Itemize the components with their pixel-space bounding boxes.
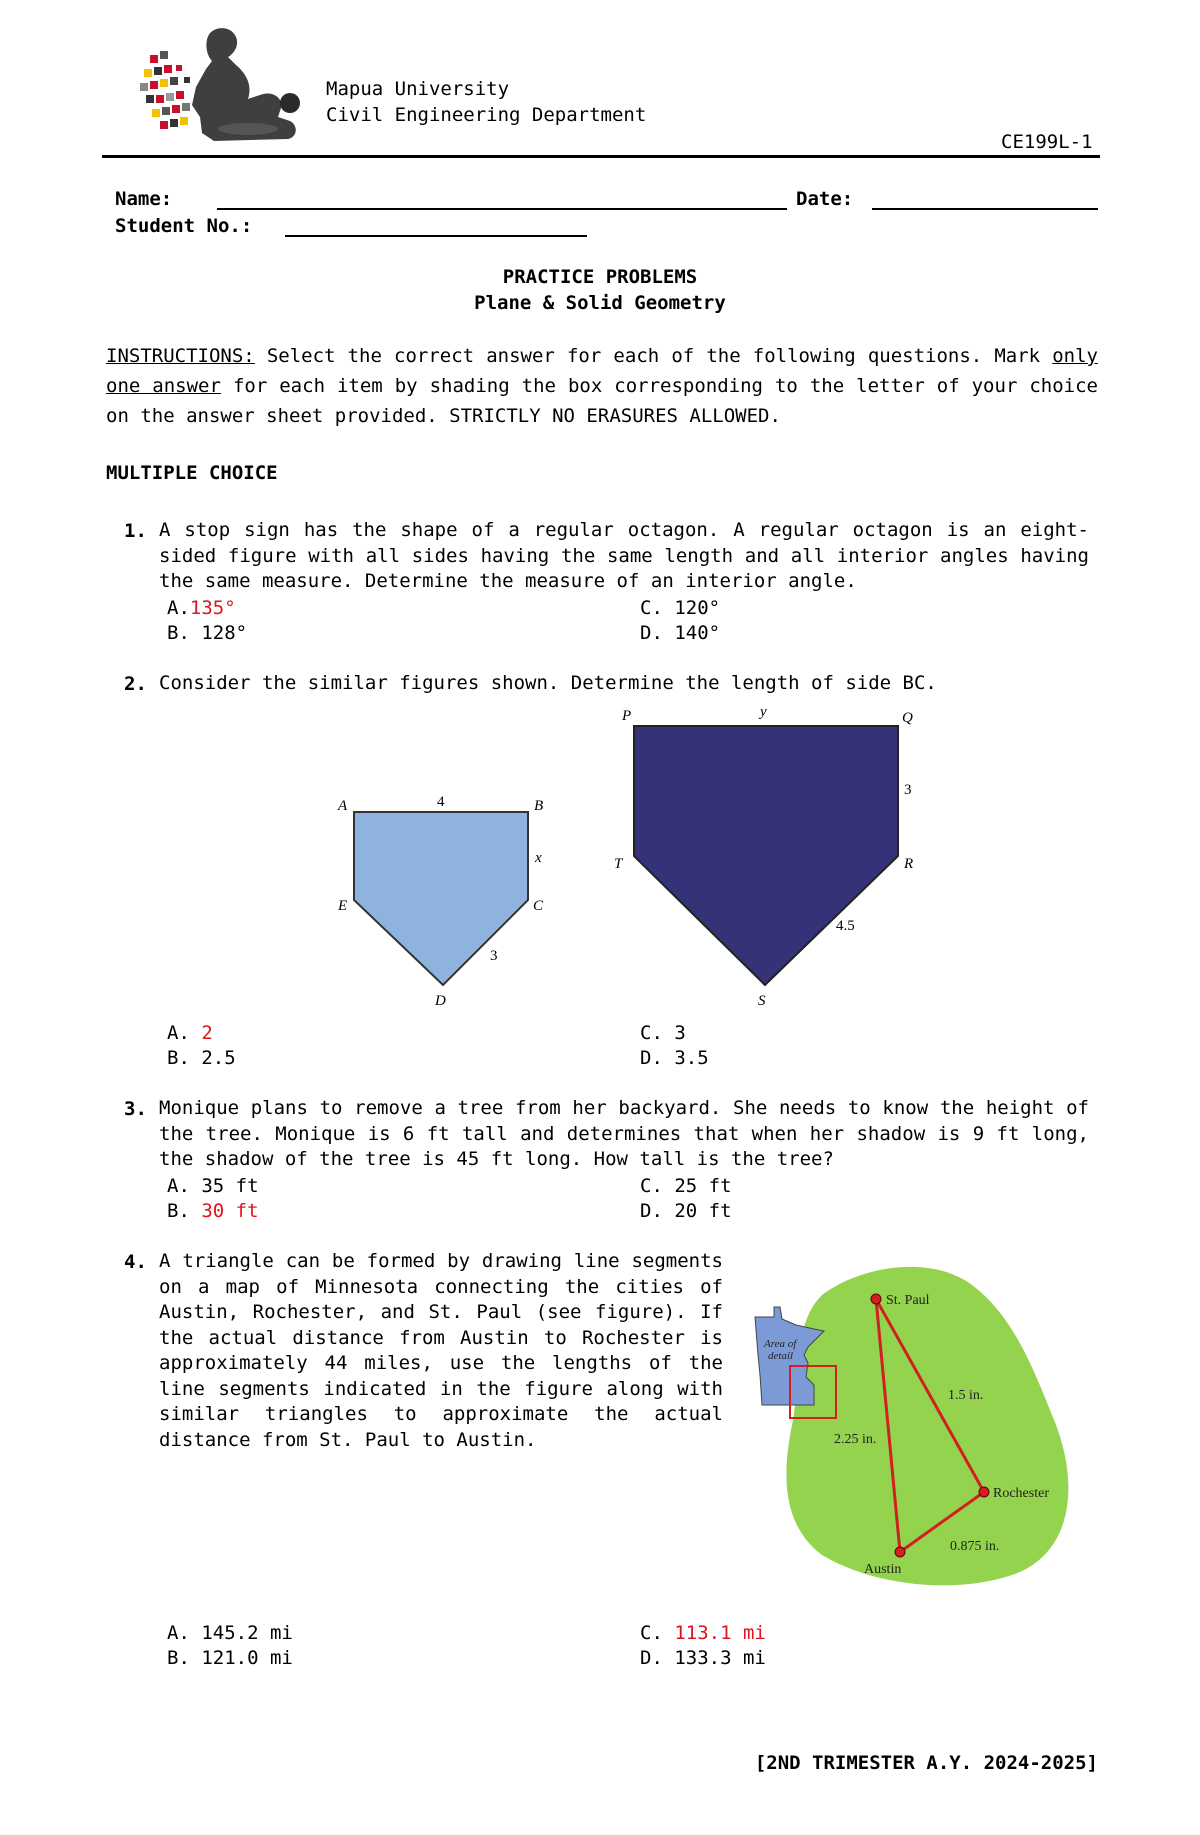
label-side-4: 4 <box>437 794 445 810</box>
question-3-choice-d[interactable]: D. 20 ft <box>640 1200 732 1222</box>
detail-area <box>786 1267 1068 1586</box>
question-1-number: 1. <box>124 520 147 542</box>
label-B: B <box>534 798 544 814</box>
instructions-emphasis: only one answer <box>106 345 1098 397</box>
student-no-field[interactable] <box>285 235 587 237</box>
page-subtitle: Plane & Solid Geometry <box>474 292 726 314</box>
segment-0-875-label: 0.875 in. <box>950 1539 1000 1554</box>
question-2-choice-b[interactable]: B. 2.5 <box>167 1047 236 1069</box>
question-4-number: 4. <box>124 1251 147 1273</box>
question-2-choice-c[interactable]: C. 3 <box>640 1022 686 1044</box>
question-1-choice-d[interactable]: D. 140° <box>640 622 721 644</box>
question-2-text: Consider the similar figures shown. Determine the length of side BC. <box>159 672 937 694</box>
label-P: P <box>622 708 632 724</box>
question-2-choice-a[interactable]: A. 2 <box>167 1022 213 1044</box>
question-1-choice-a[interactable]: A.135° <box>167 597 236 619</box>
course-code: CE199L-1 <box>1001 131 1093 153</box>
similar-pentagons-figure <box>320 700 960 1020</box>
question-4-choice-d[interactable]: D. 133.3 mi <box>640 1647 766 1669</box>
mapua-seated-figure-logo-icon <box>140 25 305 145</box>
large-pentagon <box>634 726 898 985</box>
question-2-choice-d[interactable]: D. 3.5 <box>640 1047 709 1069</box>
question-4-choice-b[interactable]: B. 121.0 mi <box>167 1647 293 1669</box>
label-side-y: y <box>760 704 767 720</box>
label-side-3-large: 3 <box>904 782 912 798</box>
question-4-choice-c[interactable]: C. 113.1 mi <box>640 1622 766 1644</box>
name-label: Name: <box>115 188 173 210</box>
segment-2-25-label: 2.25 in. <box>834 1432 877 1447</box>
instructions-label: INSTRUCTIONS: <box>106 345 255 367</box>
segment-1-5-label: 1.5 in. <box>948 1388 984 1403</box>
question-2-number: 2. <box>124 673 147 695</box>
page-title: PRACTICE PROBLEMS <box>502 266 698 288</box>
question-4-text: A triangle can be formed by drawing line segments on a map of Minnesota connecting the cities of Austin, Rochester, and St. Paul (see figure). If the actual distance from Austin to Rochester is approximately 44 miles, use the lengths of the line segments indicated in the figure along with similar triangles to approximate the actual distance from St. Paul to Austin. <box>159 1250 723 1451</box>
question-3-number: 3. <box>124 1098 147 1120</box>
label-S: S <box>758 993 766 1009</box>
question-3-text: Monique plans to remove a tree from her backyard. She needs to know the height of the tree. Monique is 6 ft tall and determines that when her shadow is 9 ft long, the shadow of the tree is 45 ft long. How tall is the tree? <box>159 1097 1089 1170</box>
footer-term: [2ND TRIMESTER A.Y. 2024-2025] <box>754 1752 1098 1774</box>
section-title: MULTIPLE CHOICE <box>106 462 278 484</box>
label-T: T <box>614 856 623 872</box>
instructions <box>106 341 1098 431</box>
department-name: Civil Engineering Department <box>326 104 647 126</box>
label-Q: Q <box>902 710 913 726</box>
header-rule <box>102 155 1100 158</box>
label-C: C <box>533 898 544 914</box>
st-paul-marker <box>871 1294 881 1304</box>
university-name: Mapua University <box>326 78 510 100</box>
label-E: E <box>338 898 348 914</box>
question-1-choice-b[interactable]: B. 128° <box>167 622 248 644</box>
label-side-3: 3 <box>490 948 498 964</box>
question-3-choice-c[interactable]: C. 25 ft <box>640 1175 732 1197</box>
area-of-label: Area of <box>764 1338 797 1350</box>
label-side-4-5: 4.5 <box>836 918 855 934</box>
small-pentagon <box>354 812 528 985</box>
label-A: A <box>338 798 348 814</box>
question-4-choice-a[interactable]: A. 145.2 mi <box>167 1622 293 1644</box>
question-3-choice-b[interactable]: B. 30 ft <box>167 1200 259 1222</box>
label-side-x: x <box>535 850 542 866</box>
instructions-text-2: for each item by shading the box corresponding to the letter of your choice on the answer sheet provided. STRICTLY NO ERASURES ALLOWED. <box>106 375 1098 427</box>
question-3-choice-a[interactable]: A. 35 ft <box>167 1175 259 1197</box>
name-field[interactable] <box>217 208 787 210</box>
date-field[interactable] <box>872 208 1098 210</box>
university-logo <box>140 25 305 145</box>
st-paul-label: St. Paul <box>886 1293 930 1308</box>
austin-label: Austin <box>864 1562 902 1577</box>
question-1-choice-c[interactable]: C. 120° <box>640 597 721 619</box>
label-R: R <box>904 856 914 872</box>
minnesota-map-figure <box>752 1255 1082 1595</box>
instructions-text-1: Select the correct answer for each of the following questions. Mark <box>254 345 1053 367</box>
rochester-label: Rochester <box>993 1486 1049 1501</box>
rochester-marker <box>979 1487 989 1497</box>
student-no-label: Student No.: <box>115 215 253 237</box>
austin-marker <box>895 1547 905 1557</box>
label-D: D <box>435 993 446 1009</box>
detail-label: detail <box>768 1350 794 1362</box>
question-1-text: A stop sign has the shape of a regular octagon. A regular octagon is an eight-sided figure with all sides having the same length and all interior angles having the same measure. Determine the measure of an interior angle. <box>159 519 1089 592</box>
date-label: Date: <box>796 188 854 210</box>
